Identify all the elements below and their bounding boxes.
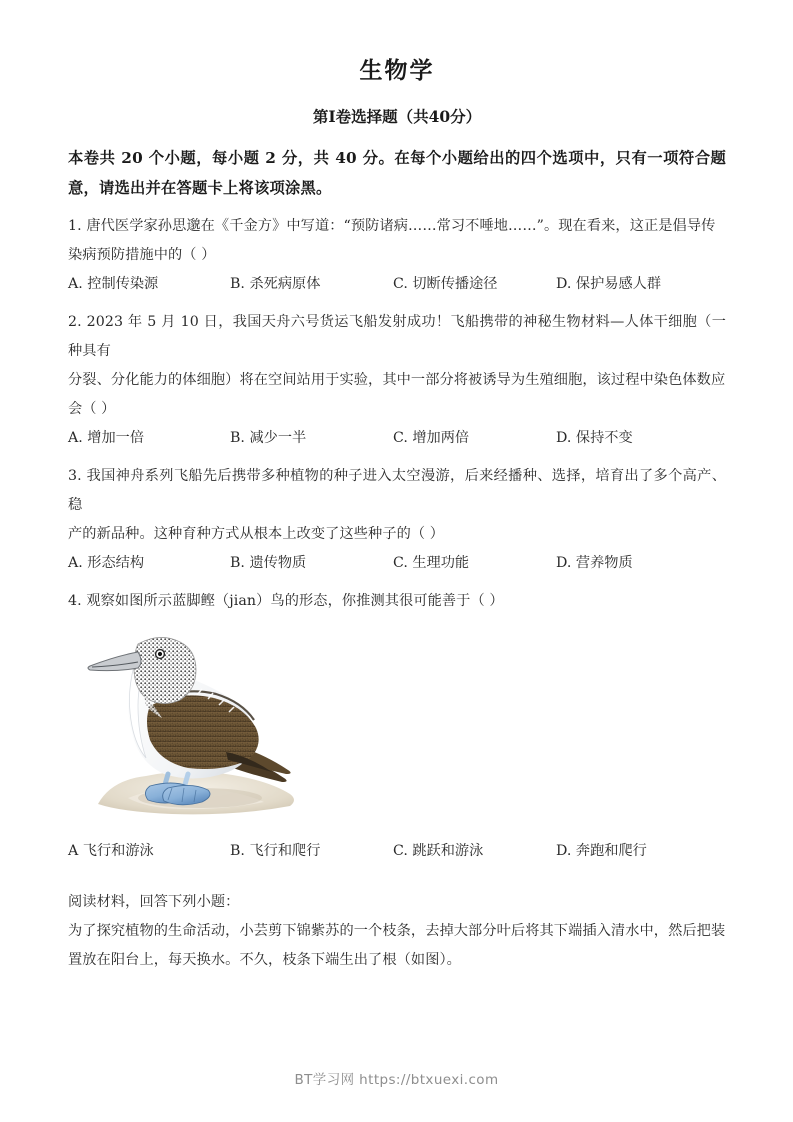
footer-watermark: BT学习网 https://btxuexi.com xyxy=(294,1072,499,1088)
section-subtitle: 第I卷选择题（共40分） xyxy=(312,106,482,126)
question-3-stem-line-1: 3. 我国神舟系列飞船先后携带多种植物的种子进入太空漫游，后来经播种、选择，培育出了多个高产、稳 xyxy=(68,467,726,513)
question-3-options xyxy=(68,549,726,578)
question-3-option-b[interactable]: B. 遗传物质 xyxy=(230,554,307,571)
question-4-stem-line-1: 4. 观察如图所示蓝脚鲣（jian）鸟的形态，你推测其很可能善于（ ） xyxy=(68,592,504,609)
question-2-options xyxy=(68,424,726,453)
question-3-stem-line-2: 产的新品种。这种育种方式从根本上改变了这些种子的（ ） xyxy=(68,525,445,542)
passage-line-2: 置放在阳台上，每天换水。不久，枝条下端生出了根（如图）。 xyxy=(68,951,461,968)
question-1-stem-line-2: 染病预防措施中的（ ） xyxy=(68,246,216,263)
question-1 xyxy=(68,203,726,299)
question-3 xyxy=(68,453,726,578)
question-2-option-c[interactable]: C. 增加两倍 xyxy=(393,429,470,446)
question-1-option-b[interactable]: B. 杀死病原体 xyxy=(230,275,321,292)
question-1-option-d[interactable]: D. 保护易感人群 xyxy=(556,275,662,292)
bird-beak xyxy=(88,652,141,671)
question-1-option-a[interactable]: A. 控制传染源 xyxy=(68,275,159,292)
question-4 xyxy=(68,578,726,866)
question-3-option-d[interactable]: D. 营养物质 xyxy=(556,554,633,571)
question-2-option-d[interactable]: D. 保持不变 xyxy=(556,429,633,446)
question-2-stem-line-1: 2. 2023 年 5 月 10 日，我国天舟六号货运飞船发射成功！飞船携带的神秘生物材料—人体干细胞（一种具有 xyxy=(68,313,726,359)
question-4-options xyxy=(68,837,726,866)
bird-head xyxy=(134,637,196,703)
blue-footed-booby-icon xyxy=(76,622,326,837)
document-content xyxy=(68,0,726,975)
question-2-stem-line-2: 分裂、分化能力的体细胞）将在空间站用于实验，其中一部分将被诱导为生殖细胞，该过程中染色体数应 xyxy=(68,371,726,388)
question-3-option-a[interactable]: A. 形态结构 xyxy=(68,554,145,571)
question-4-option-b[interactable]: B. 飞行和爬行 xyxy=(230,842,321,859)
question-1-stem-line-1: 1. 唐代医学家孙思邈在《千金方》中写道：“预防诸病……常习不唾地……”。现在看来，这正是倡导传 xyxy=(68,217,716,234)
question-3-option-c[interactable]: C. 生理功能 xyxy=(393,554,470,571)
question-4-option-c[interactable]: C. 跳跃和游泳 xyxy=(393,842,484,859)
question-2-option-b[interactable]: B. 减少一半 xyxy=(230,429,307,446)
question-2-stem-line-3: 会（ ） xyxy=(68,400,116,417)
reading-passage xyxy=(68,866,726,975)
question-4-figure xyxy=(68,622,726,837)
question-1-options xyxy=(68,270,726,299)
page-title: 生物学 xyxy=(359,57,435,84)
exam-instructions: 本卷共 20 个小题，每小题 2 分，共 40 分。在每个小题给出的四个选项中，只有一项符合题意，请选出并在答题卡上将该项涂黑。 xyxy=(68,148,726,197)
question-2-option-a[interactable]: A. 增加一倍 xyxy=(68,429,145,446)
passage-intro: 阅读材料，回答下列小题： xyxy=(68,893,240,910)
question-4-option-d[interactable]: D. 奔跑和爬行 xyxy=(556,842,647,859)
question-4-option-a[interactable]: A 飞行和游泳 xyxy=(68,842,154,859)
question-2 xyxy=(68,299,726,453)
question-1-option-c[interactable]: C. 切断传播途径 xyxy=(393,275,498,292)
passage-line-1: 为了探究植物的生命活动，小芸剪下锦紫苏的一个枝条，去掉大部分叶后将其下端插入清水中，然后把装 xyxy=(68,922,726,939)
